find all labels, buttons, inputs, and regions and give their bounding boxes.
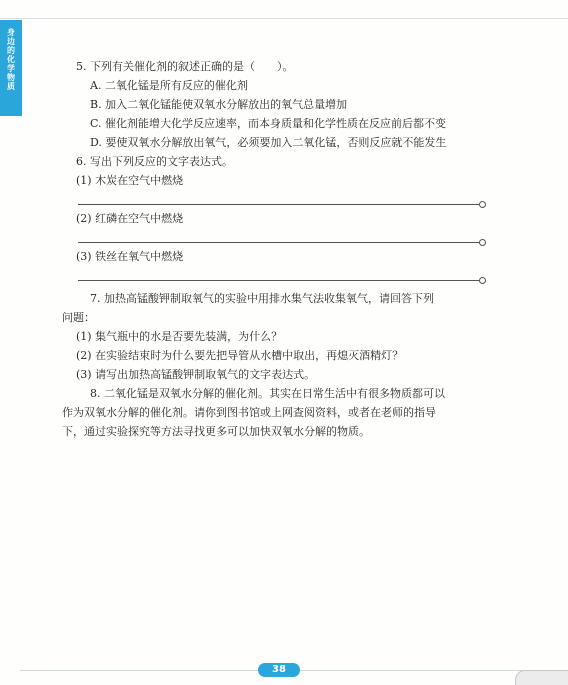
q5-option-a: A. 二氧化锰是所有反应的催化剂 xyxy=(90,79,248,92)
q7-item-3: (3) 请写出加热高锰酸钾制取氧气的文字表达式。 xyxy=(76,368,316,381)
q7-item-2: (2) 在实验结束时为什么要先把导管从水槽中取出，再熄灭酒精灯？ xyxy=(76,349,404,362)
exercise-content xyxy=(62,57,522,441)
line-end-circle-icon xyxy=(479,201,486,208)
q6-item-1: (1) 木炭在空气中燃烧 xyxy=(76,174,184,187)
q6-answer-line-2[interactable] xyxy=(78,228,486,247)
q5-option-b: B. 加入二氧化锰能使双氧水分解放出的氧气总量增加 xyxy=(90,98,348,111)
q6-answer-line-3[interactable] xyxy=(78,266,486,285)
q8-line2: 作为双氧水分解的催化剂。请你到图书馆或上网查阅资料，或者在老师的指导 xyxy=(62,406,436,419)
q7-stem-line2: 问题： xyxy=(62,311,95,324)
chapter-side-tab-label: 身边的化学物质 xyxy=(6,28,16,91)
q7-stem-line1: 7. 加热高锰酸钾制取氧气的实验中用排水集气法收集氧气，请回答下列 xyxy=(90,292,434,305)
q6-item-2: (2) 红磷在空气中燃烧 xyxy=(76,212,184,225)
line-end-circle-icon xyxy=(479,239,486,246)
chapter-side-tab xyxy=(0,20,22,116)
q7-item-1: (1) 集气瓶中的水是否要先装满，为什么？ xyxy=(76,330,283,343)
q5-option-d: D. 要使双氧水分解放出氧气，必须要加入二氧化锰，否则反应就不能发生 xyxy=(90,136,447,149)
q6-answer-line-1[interactable] xyxy=(78,190,486,209)
q5-option-c: C. 催化剂能增大化学反应速率，而本身质量和化学性质在反应前后都不变 xyxy=(90,117,447,130)
header-rule xyxy=(0,18,568,19)
page-number-badge: 38 xyxy=(258,663,300,677)
q6-item-3: (3) 铁丝在氧气中燃烧 xyxy=(76,250,184,263)
q6-stem: 6. 写出下列反应的文字表达式。 xyxy=(76,155,233,168)
q8-line3: 下，通过实验探究等方法寻找更多可以加快双氧水分解的物质。 xyxy=(62,425,370,438)
page-curl-corner xyxy=(515,670,568,685)
line-end-circle-icon xyxy=(479,277,486,284)
q5-stem: 5. 下列有关催化剂的叙述正确的是（ ）。 xyxy=(76,60,294,73)
q8-line1: 8. 二氧化锰是双氧水分解的催化剂。其实在日常生活中有很多物质都可以 xyxy=(90,387,445,400)
